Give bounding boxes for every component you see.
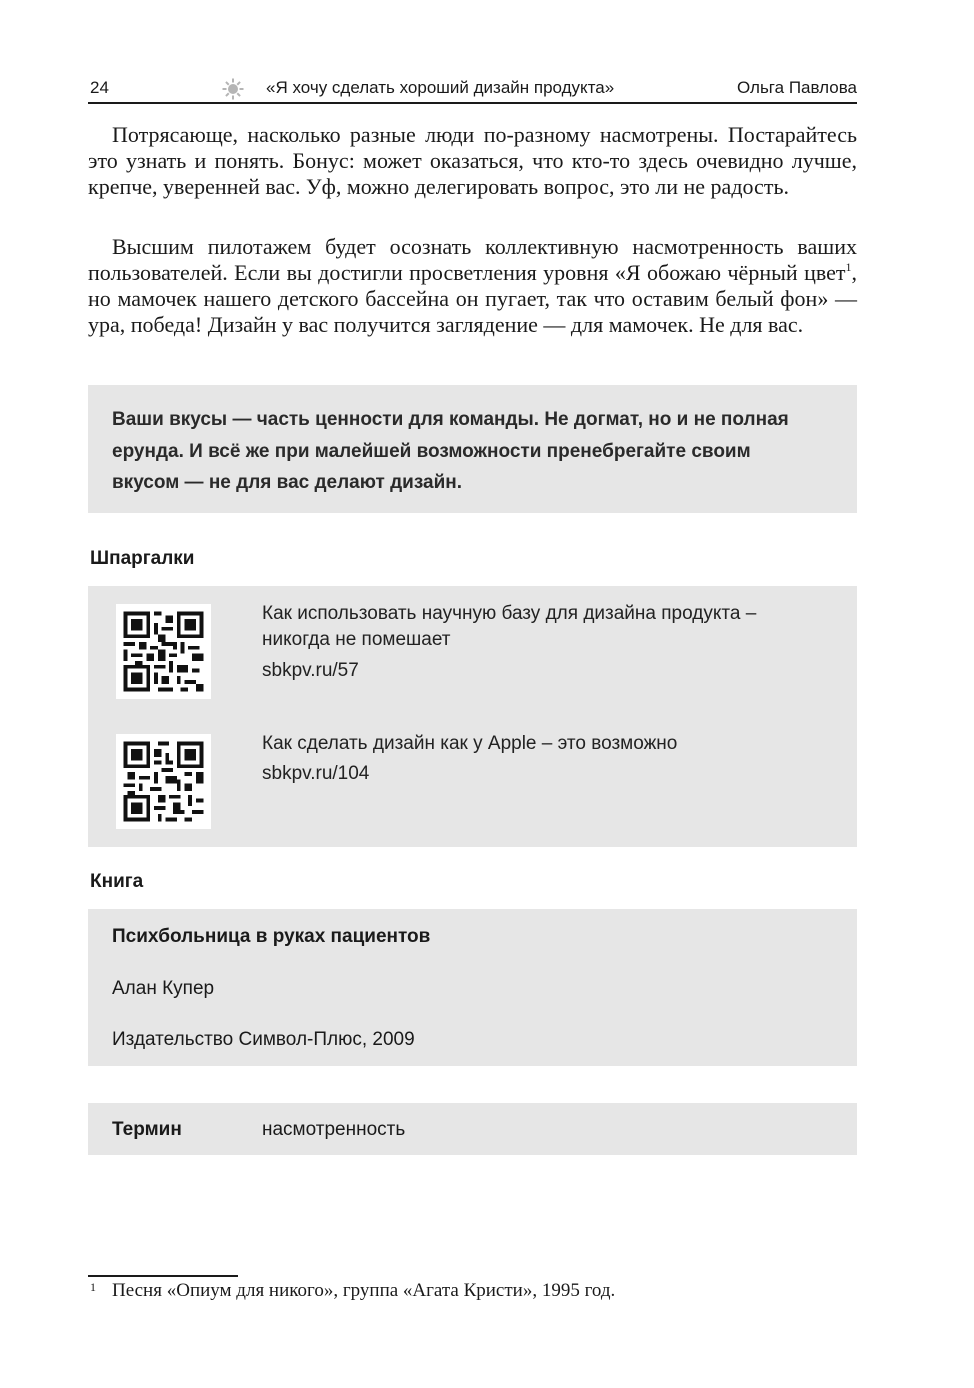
book-heading: Книга [90,871,144,892]
book-title-text: Психбольница в руках пациентов [112,926,431,947]
book-publisher: Издательство Символ-Плюс, 2009 [112,1029,415,1050]
callout-box [88,385,857,513]
sun-icon [222,78,244,100]
page-number: 24 [90,78,109,97]
paragraph-2-text-a: Высшим пилотажем будет осознать коллективную насмотренность ваших пользователей. Если вы достигли просветления уровня «Я обожаю чёрный цвет [88,234,857,285]
book-title: «Я хочу сделать хороший дизайн продукта» [266,78,615,97]
header-author: Ольга Павлова [737,78,857,97]
qr-code-icon[interactable] [116,604,211,699]
cheatsheet-title-1: Как использовать научную базу для дизайна продукта – никогда не помешает [262,603,757,650]
cheatsheets-box [88,586,857,847]
cheatsheet-link-1[interactable]: sbkpv.ru/57 [262,660,359,681]
paragraph-1: Потрясающе, насколько разные люди по-разному насмотрены. Постарайтесь это узнать и понять. Бонус: может оказаться, что кто-то здесь очевидно лучше, крепче, уверенней вас. Уф, можно делегировать вопрос, это ли не радость. [88,122,857,199]
cheatsheet-title-2: Как сделать дизайн как у Apple – это возможно [262,733,678,754]
book-author: Алан Купер [112,978,215,999]
footnote-ref[interactable]: 1 [845,260,852,274]
cheatsheets-heading: Шпаргалки [90,548,195,569]
paragraph-2 [88,234,857,338]
term-value: насмотренность [262,1119,406,1140]
term-label: Термин [112,1119,182,1140]
footnote-divider [88,1275,238,1277]
term-box [88,1103,857,1155]
paragraph-2-text-b: , но мамочек нашего детского бассейна он пугает, так что оставим белый фон» — ура, победа! Дизайн у вас получится заглядение — для мамочек. Не для вас. [88,260,857,337]
qr-code-icon[interactable] [116,734,211,829]
footnote-text: Песня «Опиум для никого», группа «Агата Кристи», 1995 год. [112,1280,616,1301]
callout-text: Ваши вкусы — часть ценности для команды. Не догмат, но и не полная ерунда. И всё же при малейшей возможности пренебрегайте своим вкусом — не для вас делают дизайн. [112,409,789,493]
running-header [88,74,857,104]
footnote-mark: 1 [90,1280,96,1294]
book-box [88,909,857,1066]
cheatsheet-link-2[interactable]: sbkpv.ru/104 [262,763,370,784]
